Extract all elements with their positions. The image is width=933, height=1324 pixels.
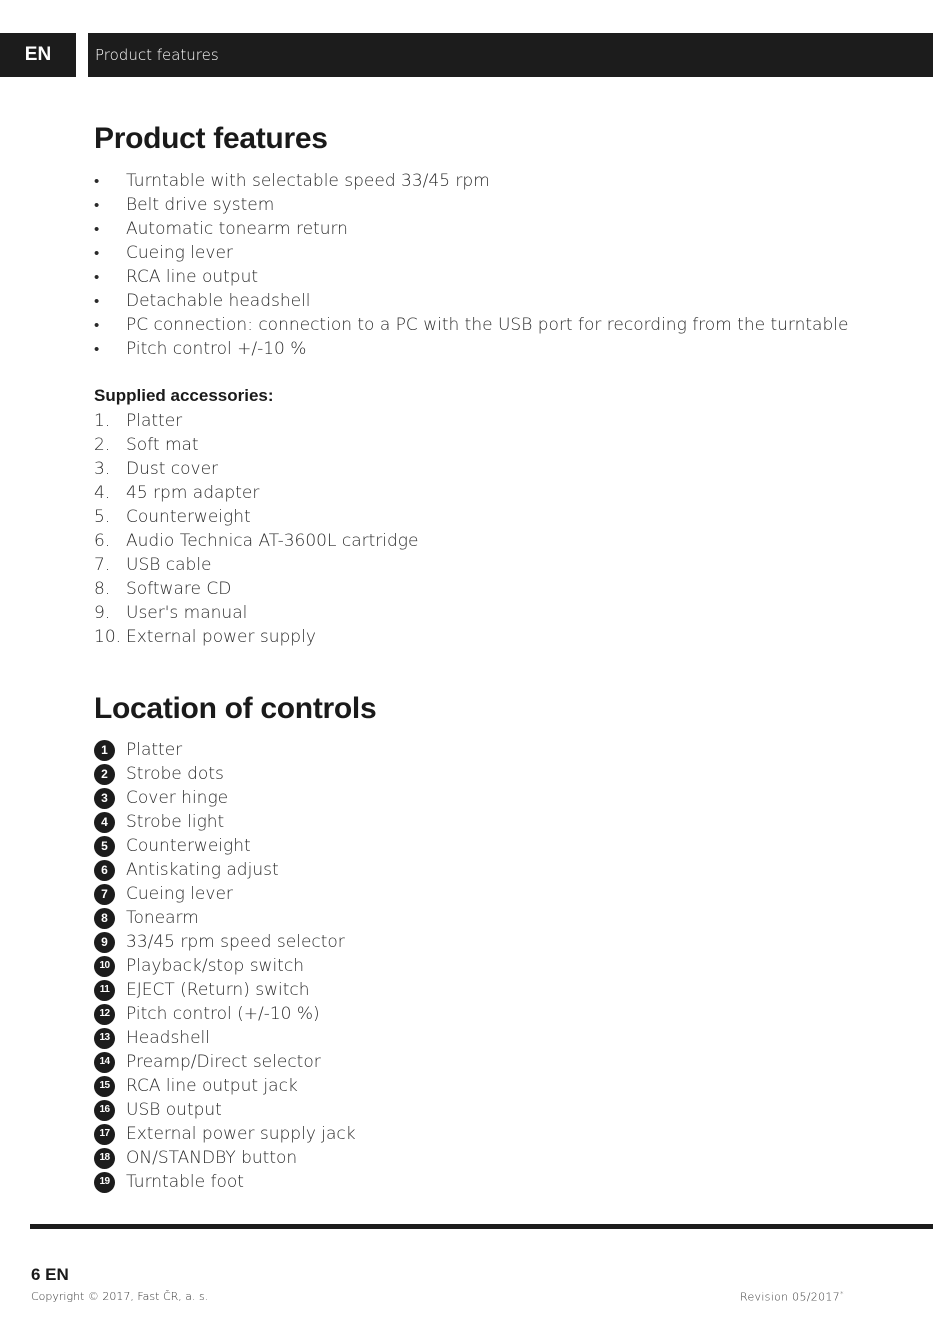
number-badge-icon: 2 [94, 764, 115, 785]
feature-label: Detachable headshell [126, 291, 311, 311]
number-badge-icon: 19 [94, 1172, 115, 1193]
bullet-icon: • [94, 172, 100, 190]
bullet-icon: • [94, 220, 100, 238]
accessory-label: External power supply [126, 627, 316, 647]
feature-label: Cueing lever [126, 243, 233, 263]
feature-item [94, 289, 848, 313]
feature-label: Turntable with selectable speed 33/45 rpm [126, 171, 490, 191]
accessory-item [94, 553, 418, 577]
control-item [94, 1026, 356, 1050]
number-badge-icon: 10 [94, 956, 115, 977]
control-item [94, 882, 356, 906]
controls-list [94, 738, 356, 1194]
number-badge-icon: 1 [94, 740, 115, 761]
accessory-number: 10. [94, 627, 122, 647]
control-label: Counterweight [126, 836, 251, 856]
control-label: Tonearm [126, 908, 199, 928]
control-label: EJECT (Return) switch [126, 980, 310, 1000]
control-label: Pitch control (+/-10 %) [126, 1004, 320, 1024]
header-bar [88, 33, 933, 77]
control-label: Strobe light [126, 812, 225, 832]
accessory-item [94, 481, 418, 505]
accessory-number: 3. [94, 459, 111, 479]
controls-title: Location of controls [94, 692, 377, 725]
feature-label: Pitch control +/-10 % [126, 339, 307, 359]
accessory-label: Platter [126, 411, 183, 431]
control-item [94, 810, 356, 834]
accessories-title: Supplied accessories: [94, 386, 274, 405]
header-section-label: Product features [95, 46, 219, 64]
control-item [94, 1122, 356, 1146]
accessory-item [94, 601, 418, 625]
revision-text: Revision 05/2017* [740, 1290, 844, 1304]
control-label: Preamp/Direct selector [126, 1052, 321, 1072]
number-badge-icon: 11 [94, 980, 115, 1001]
accessory-item [94, 529, 418, 553]
copyright-text: Copyright © 2017, Fast ČR, a. s. [31, 1290, 209, 1303]
feature-label: RCA line output [126, 267, 259, 287]
feature-item [94, 241, 848, 265]
number-badge-icon: 18 [94, 1148, 115, 1169]
bullet-icon: • [94, 196, 100, 214]
footer-rule [30, 1224, 933, 1229]
control-label: RCA line output jack [126, 1076, 298, 1096]
number-badge-icon: 13 [94, 1028, 115, 1049]
accessory-item [94, 409, 418, 433]
control-item [94, 978, 356, 1002]
feature-label: Automatic tonearm return [126, 219, 348, 239]
accessory-number: 7. [94, 555, 111, 575]
number-badge-icon: 17 [94, 1124, 115, 1145]
control-item [94, 1074, 356, 1098]
number-badge-icon: 14 [94, 1052, 115, 1073]
page-number: 6 EN [31, 1265, 69, 1284]
control-item [94, 1050, 356, 1074]
feature-item [94, 193, 848, 217]
accessory-label: Audio Technica AT-3600L cartridge [126, 531, 419, 551]
accessory-label: Software CD [126, 579, 232, 599]
control-item [94, 786, 356, 810]
accessories-list [94, 409, 418, 649]
language-label: EN [24, 44, 52, 65]
accessory-number: 9. [94, 603, 111, 623]
feature-item [94, 313, 848, 337]
control-item [94, 1146, 356, 1170]
control-item [94, 906, 356, 930]
features-list [94, 169, 848, 361]
number-badge-icon: 15 [94, 1076, 115, 1097]
accessory-item [94, 433, 418, 457]
control-item [94, 1170, 356, 1194]
accessory-number: 4. [94, 483, 111, 503]
control-item [94, 1002, 356, 1026]
feature-label: PC connection: connection to a PC with the USB port for recording from the turntable [126, 315, 849, 335]
control-label: Platter [126, 740, 183, 760]
control-item [94, 834, 356, 858]
accessory-label: Soft mat [126, 435, 199, 455]
control-label: Antiskating adjust [126, 860, 279, 880]
accessory-number: 2. [94, 435, 111, 455]
control-label: External power supply jack [126, 1124, 356, 1144]
accessory-item [94, 457, 418, 481]
control-label: Turntable foot [126, 1172, 244, 1192]
number-badge-icon: 4 [94, 812, 115, 833]
number-badge-icon: 3 [94, 788, 115, 809]
accessory-label: User's manual [126, 603, 248, 623]
control-item [94, 930, 356, 954]
control-item [94, 738, 356, 762]
accessory-number: 5. [94, 507, 111, 527]
number-badge-icon: 12 [94, 1004, 115, 1025]
control-label: USB output [126, 1100, 222, 1120]
bullet-icon: • [94, 244, 100, 262]
control-item [94, 762, 356, 786]
feature-item [94, 265, 848, 289]
number-badge-icon: 6 [94, 860, 115, 881]
accessory-item [94, 625, 418, 649]
feature-item [94, 337, 848, 361]
control-label: Headshell [126, 1028, 210, 1048]
accessory-label: 45 rpm adapter [126, 483, 260, 503]
accessory-label: Dust cover [126, 459, 219, 479]
features-title: Product features [94, 122, 328, 155]
accessory-number: 6. [94, 531, 111, 551]
feature-item [94, 217, 848, 241]
accessory-label: USB cable [126, 555, 212, 575]
number-badge-icon: 9 [94, 932, 115, 953]
feature-item [94, 169, 848, 193]
bullet-icon: • [94, 316, 100, 334]
bullet-icon: • [94, 268, 100, 286]
bullet-icon: • [94, 340, 100, 358]
accessory-label: Counterweight [126, 507, 251, 527]
accessory-number: 8. [94, 579, 111, 599]
accessory-item [94, 505, 418, 529]
number-badge-icon: 8 [94, 908, 115, 929]
number-badge-icon: 5 [94, 836, 115, 857]
revision-label: Revision 05/2017 [740, 1290, 840, 1304]
control-item [94, 954, 356, 978]
number-badge-icon: 7 [94, 884, 115, 905]
control-item [94, 1098, 356, 1122]
language-tab [0, 33, 76, 77]
control-label: Strobe dots [126, 764, 224, 784]
control-item [94, 858, 356, 882]
control-label: Playback/stop switch [126, 956, 304, 976]
accessory-item [94, 577, 418, 601]
control-label: Cover hinge [126, 788, 229, 808]
accessory-number: 1. [94, 411, 111, 431]
control-label: Cueing lever [126, 884, 233, 904]
control-label: ON/STANDBY button [126, 1148, 298, 1168]
feature-label: Belt drive system [126, 195, 275, 215]
number-badge-icon: 16 [94, 1100, 115, 1121]
bullet-icon: • [94, 292, 100, 310]
control-label: 33/45 rpm speed selector [126, 932, 345, 952]
